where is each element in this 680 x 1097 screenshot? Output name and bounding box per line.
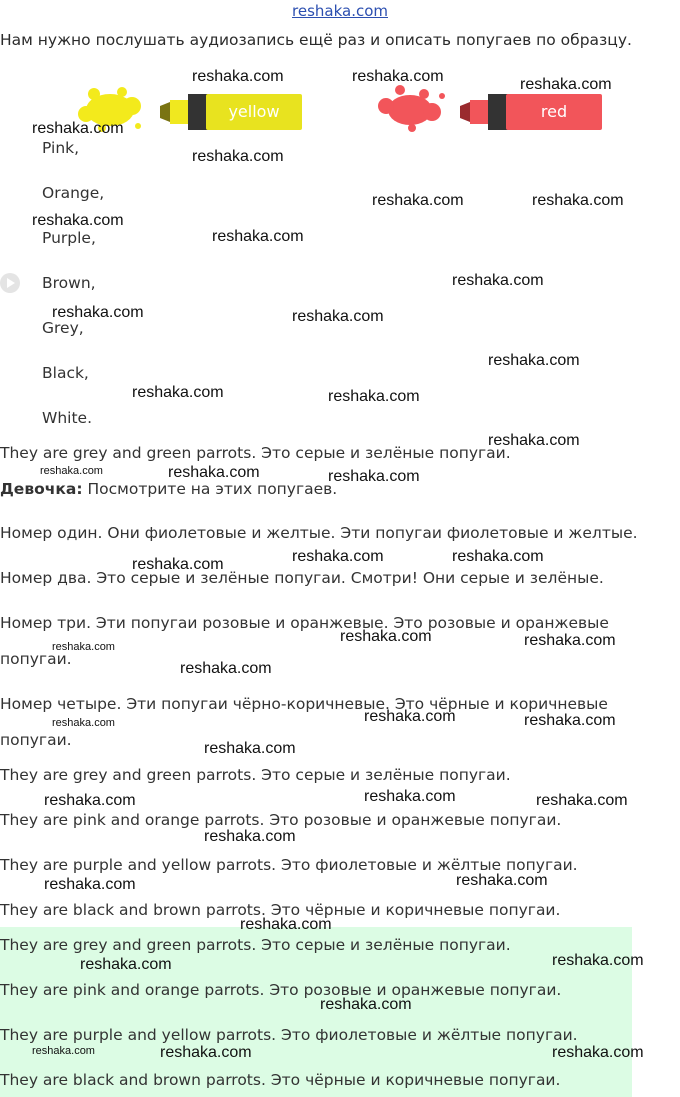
watermark: reshaka.com bbox=[204, 828, 296, 845]
dialogue-line: Номер один. Они фиолетовые и желтые. Эти попугаи фиолетовые и желтые. bbox=[0, 524, 638, 542]
answer-line: They are grey and green parrots. Это серые и зелёные попугаи. bbox=[0, 766, 511, 784]
instruction-text: Нам нужно послушать аудиозапись ещё раз и описать попугаев по образцу. bbox=[0, 31, 632, 49]
watermark: reshaka.com bbox=[40, 465, 103, 477]
final-answer-line: They are grey and green parrots. Это серые и зелёные попугаи. bbox=[0, 936, 511, 954]
dialogue-line: попугаи. bbox=[0, 731, 72, 749]
watermark: reshaka.com bbox=[52, 717, 115, 729]
watermark: reshaka.com bbox=[456, 872, 548, 889]
colour-item: Grey, bbox=[42, 319, 84, 337]
colour-item: Pink, bbox=[42, 139, 80, 157]
watermark: reshaka.com bbox=[520, 76, 612, 93]
watermark: reshaka.com bbox=[452, 548, 544, 565]
watermark: reshaka.com bbox=[364, 788, 456, 805]
watermark: reshaka.com bbox=[52, 641, 115, 653]
watermark: reshaka.com bbox=[32, 212, 124, 229]
watermark: reshaka.com bbox=[488, 352, 580, 369]
watermark: reshaka.com bbox=[292, 548, 384, 565]
watermark: reshaka.com bbox=[240, 916, 332, 933]
girl-line bbox=[0, 480, 337, 498]
watermark: reshaka.com bbox=[452, 272, 544, 289]
watermark: reshaka.com bbox=[328, 468, 420, 485]
red-marker-tip-icon bbox=[460, 94, 508, 130]
yellow-marker-tip-icon bbox=[160, 94, 208, 130]
red-paint-splash-icon bbox=[372, 84, 448, 134]
watermark: reshaka.com bbox=[44, 876, 136, 893]
dialogue-line: Номер три. Эти попугаи розовые и оранжевые. Это розовые и оранжевые bbox=[0, 614, 609, 632]
red-marker-label: red bbox=[540, 102, 568, 121]
watermark: reshaka.com bbox=[364, 708, 456, 725]
dialogue-line: Номер четыре. Эти попугаи чёрно-коричневые. Это чёрные и коричневые bbox=[0, 695, 608, 713]
watermark: reshaka.com bbox=[192, 148, 284, 165]
watermark: reshaka.com bbox=[532, 192, 624, 209]
yellow-marker-label: yellow bbox=[228, 102, 280, 121]
speaker-label: Девочка: bbox=[0, 480, 83, 498]
girl-text: Посмотрите на этих попугаев. bbox=[82, 480, 338, 498]
final-answer-line: They are pink and orange parrots. Это розовые и оранжевые попугаи. bbox=[0, 981, 562, 999]
watermark: reshaka.com bbox=[536, 792, 628, 809]
watermark: reshaka.com bbox=[192, 68, 284, 85]
final-answer-line: They are purple and yellow parrots. Это фиолетовые и жёлтые попугаи. bbox=[0, 1026, 578, 1044]
watermark: reshaka.com bbox=[292, 308, 384, 325]
answer-line: They are purple and yellow parrots. Это фиолетовые и жёлтые попугаи. bbox=[0, 856, 578, 874]
watermark: reshaka.com bbox=[204, 740, 296, 757]
watermark: reshaka.com bbox=[32, 1045, 95, 1057]
answer-line: They are black and brown parrots. Это чёрные и коричневые попугаи. bbox=[0, 901, 561, 919]
watermark: reshaka.com bbox=[180, 660, 272, 677]
audio-play-icon[interactable] bbox=[0, 273, 20, 293]
watermark: reshaka.com bbox=[52, 304, 144, 321]
answer-line: They are pink and orange parrots. Это розовые и оранжевые попугаи. bbox=[0, 811, 562, 829]
colour-item: Purple, bbox=[42, 229, 96, 247]
watermark: reshaka.com bbox=[80, 956, 172, 973]
watermark: reshaka.com bbox=[212, 228, 304, 245]
watermark: reshaka.com bbox=[168, 464, 260, 481]
watermark: reshaka.com bbox=[160, 1044, 252, 1061]
watermark: reshaka.com bbox=[32, 120, 124, 137]
watermark: reshaka.com bbox=[488, 432, 580, 449]
example-sentence: They are grey and green parrots. Это серые и зелёные попугаи. bbox=[0, 444, 511, 462]
watermark: reshaka.com bbox=[132, 556, 224, 573]
watermark: reshaka.com bbox=[132, 384, 224, 401]
colour-item: Black, bbox=[42, 364, 89, 382]
watermark: reshaka.com bbox=[524, 632, 616, 649]
watermark: reshaka.com bbox=[44, 792, 136, 809]
colour-item: Brown, bbox=[42, 274, 96, 292]
colour-item: White. bbox=[42, 409, 92, 427]
watermark: reshaka.com bbox=[552, 1044, 644, 1061]
watermark: reshaka.com bbox=[328, 388, 420, 405]
watermark: reshaka.com bbox=[372, 192, 464, 209]
watermark: reshaka.com bbox=[552, 952, 644, 969]
colour-item: Orange, bbox=[42, 184, 105, 202]
watermark: reshaka.com bbox=[524, 712, 616, 729]
watermark: reshaka.com bbox=[352, 68, 444, 85]
watermark: reshaka.com bbox=[340, 628, 432, 645]
dialogue-line: попугаи. bbox=[0, 650, 72, 668]
final-answer-line: They are black and brown parrots. Это чёрные и коричневые попугаи. bbox=[0, 1071, 561, 1089]
site-link[interactable]: reshaka.com bbox=[292, 2, 388, 20]
watermark: reshaka.com bbox=[320, 996, 412, 1013]
dialogue-line: Номер два. Это серые и зелёные попугаи. Смотри! Они серые и зелёные. bbox=[0, 569, 604, 587]
